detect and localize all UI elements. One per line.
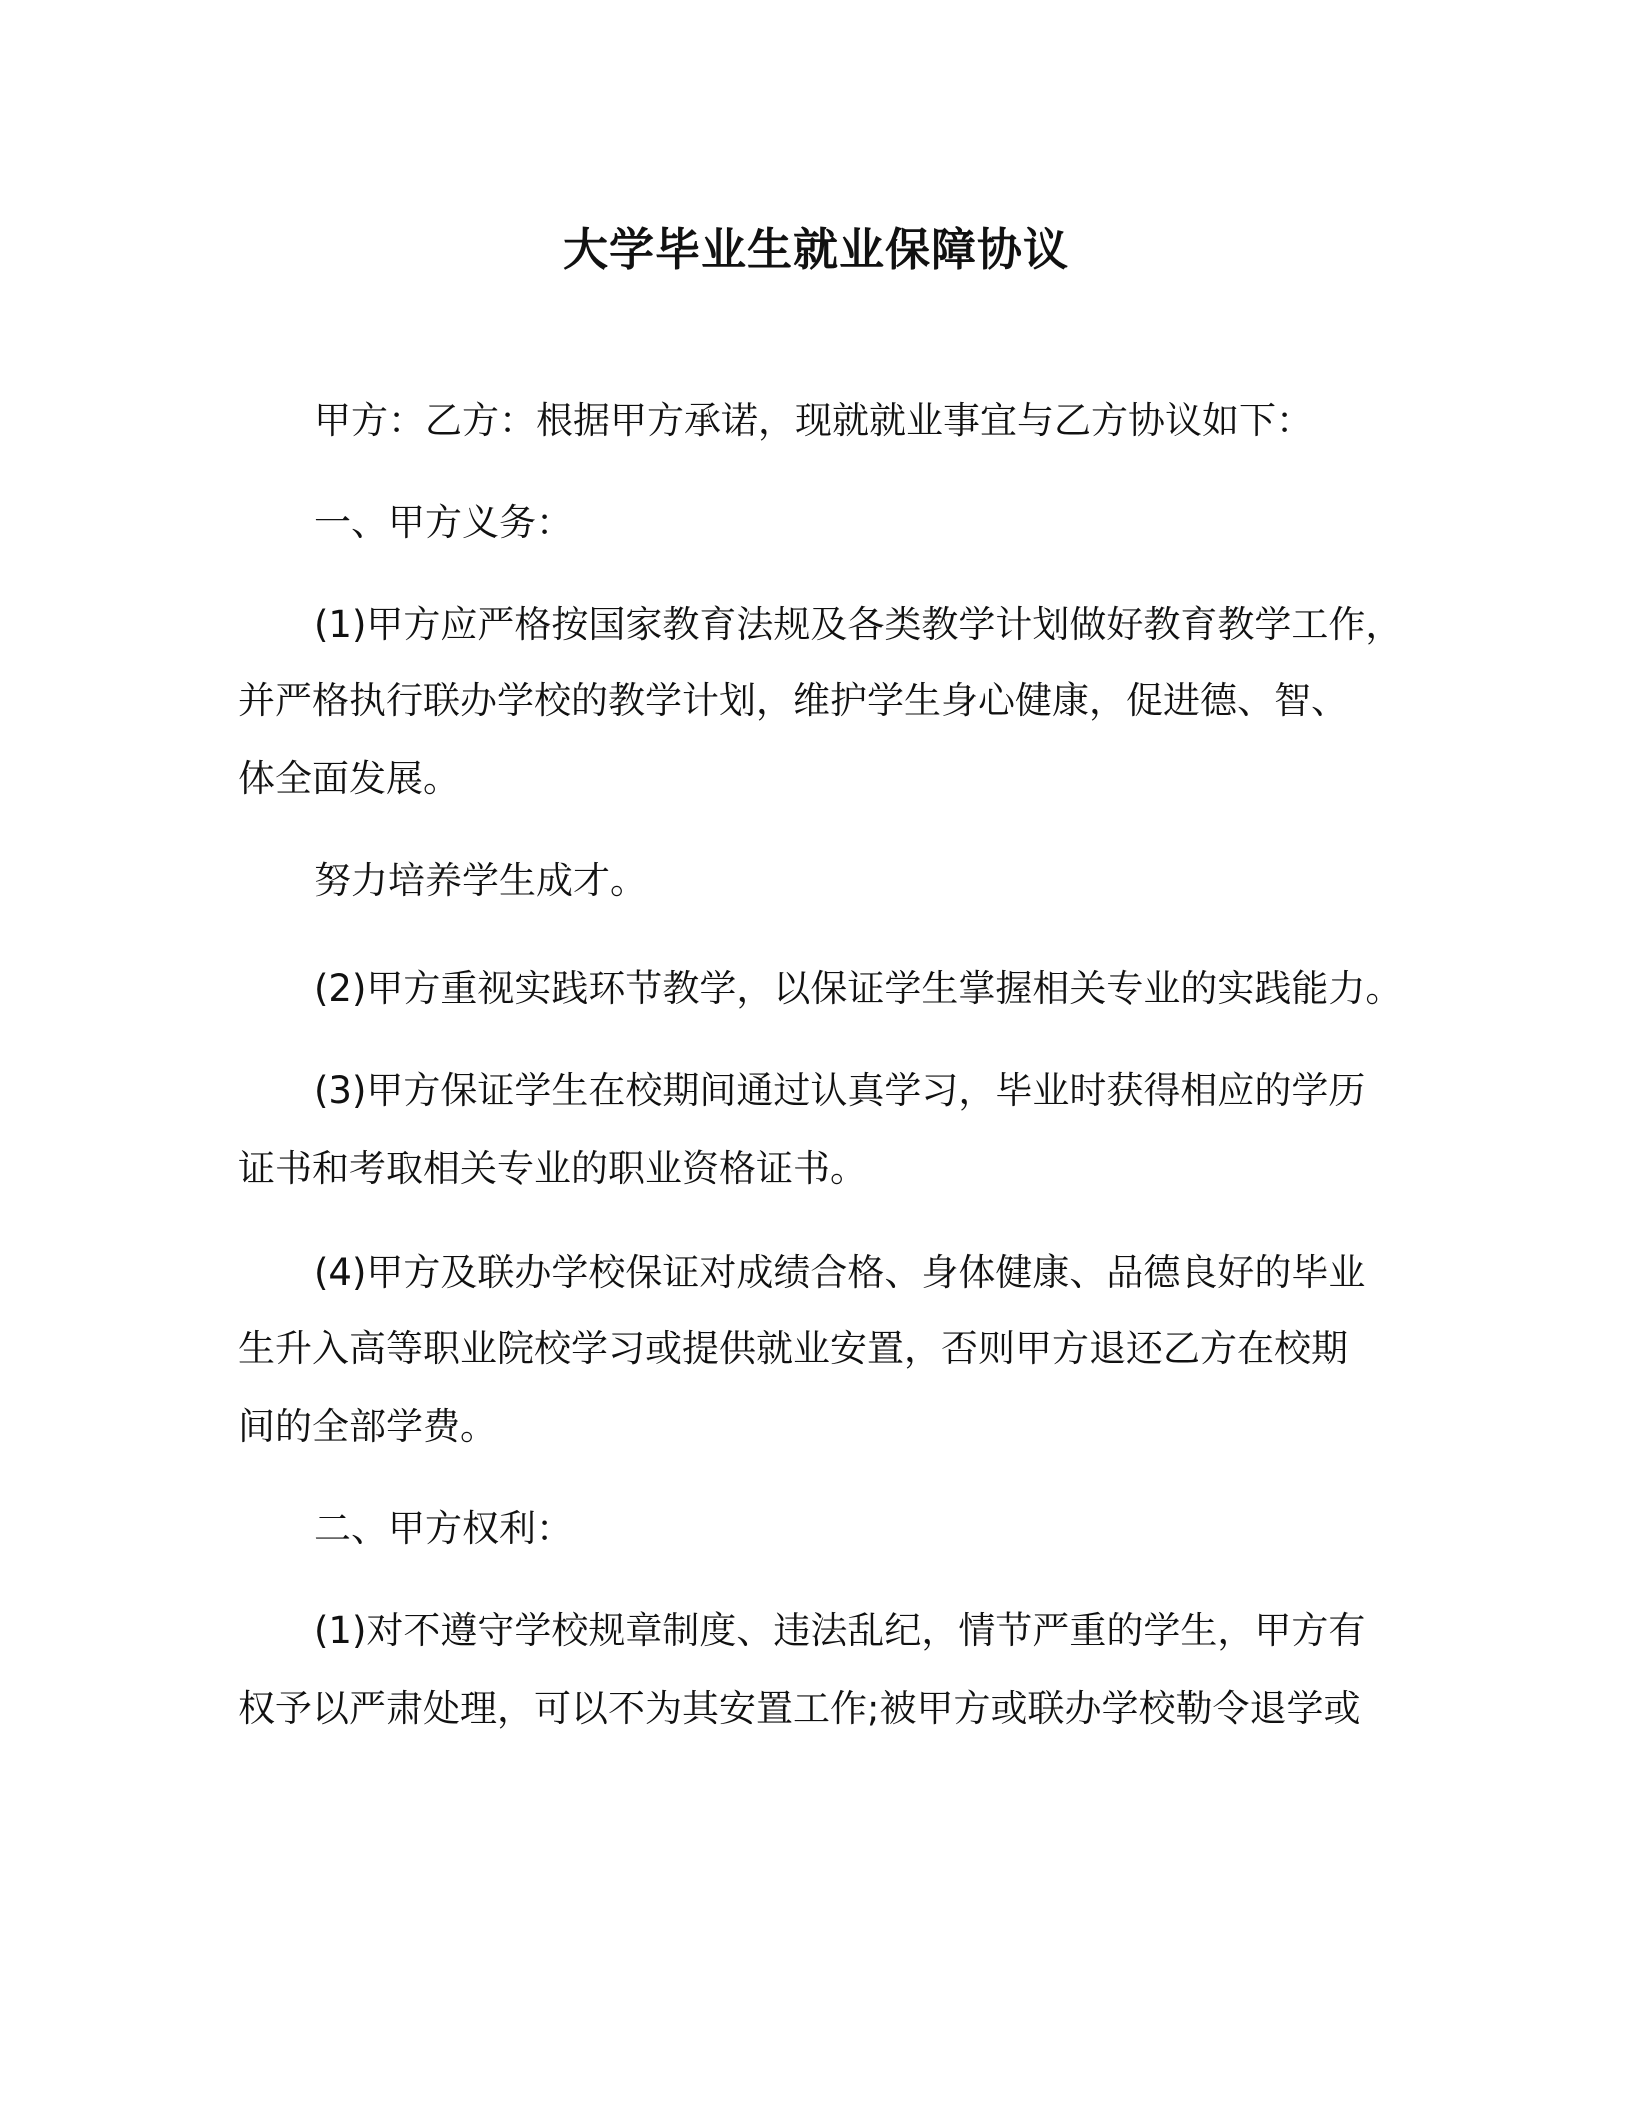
clause-line: (1)对不遵守学校规章制度、违法乱纪，情节严重的学生，甲方有 <box>314 1609 1366 1652</box>
document-title: 大学毕业生就业保障协议 <box>562 223 1069 276</box>
clause-line: (4)甲方及联办学校保证对成绩合格、身体健康、品德良好的毕业 <box>314 1251 1366 1294</box>
clause-line: (2)甲方重视实践环节教学，以保证学生掌握相关专业的实践能力。 <box>314 967 1403 1010</box>
section-heading-obligations: 一、甲方义务： <box>314 501 573 544</box>
clause-line: 体全面发展。 <box>238 757 460 800</box>
intro-line: 甲方：乙方：根据甲方承诺，现就就业事宜与乙方协议如下： <box>314 399 1313 442</box>
section-heading-rights: 二、甲方权利： <box>314 1507 573 1550</box>
clause-line: 并严格执行联办学校的教学计划，维护学生身心健康，促进德、智、 <box>238 679 1348 722</box>
clause-line: 生升入高等职业院校学习或提供就业安置，否则甲方退还乙方在校期 <box>238 1327 1348 1370</box>
clause-line: (3)甲方保证学生在校期间通过认真学习，毕业时获得相应的学历 <box>314 1069 1366 1112</box>
clause-line: 权予以严肃处理，可以不为其安置工作;被甲方或联办学校勒令退学或 <box>238 1687 1361 1730</box>
clause-line: 努力培养学生成才。 <box>314 859 647 902</box>
clause-line: 证书和考取相关专业的职业资格证书。 <box>238 1147 867 1190</box>
clause-line: 间的全部学费。 <box>238 1405 497 1448</box>
clause-line: (1)甲方应严格按国家教育法规及各类教学计划做好教育教学工作， <box>314 603 1403 646</box>
